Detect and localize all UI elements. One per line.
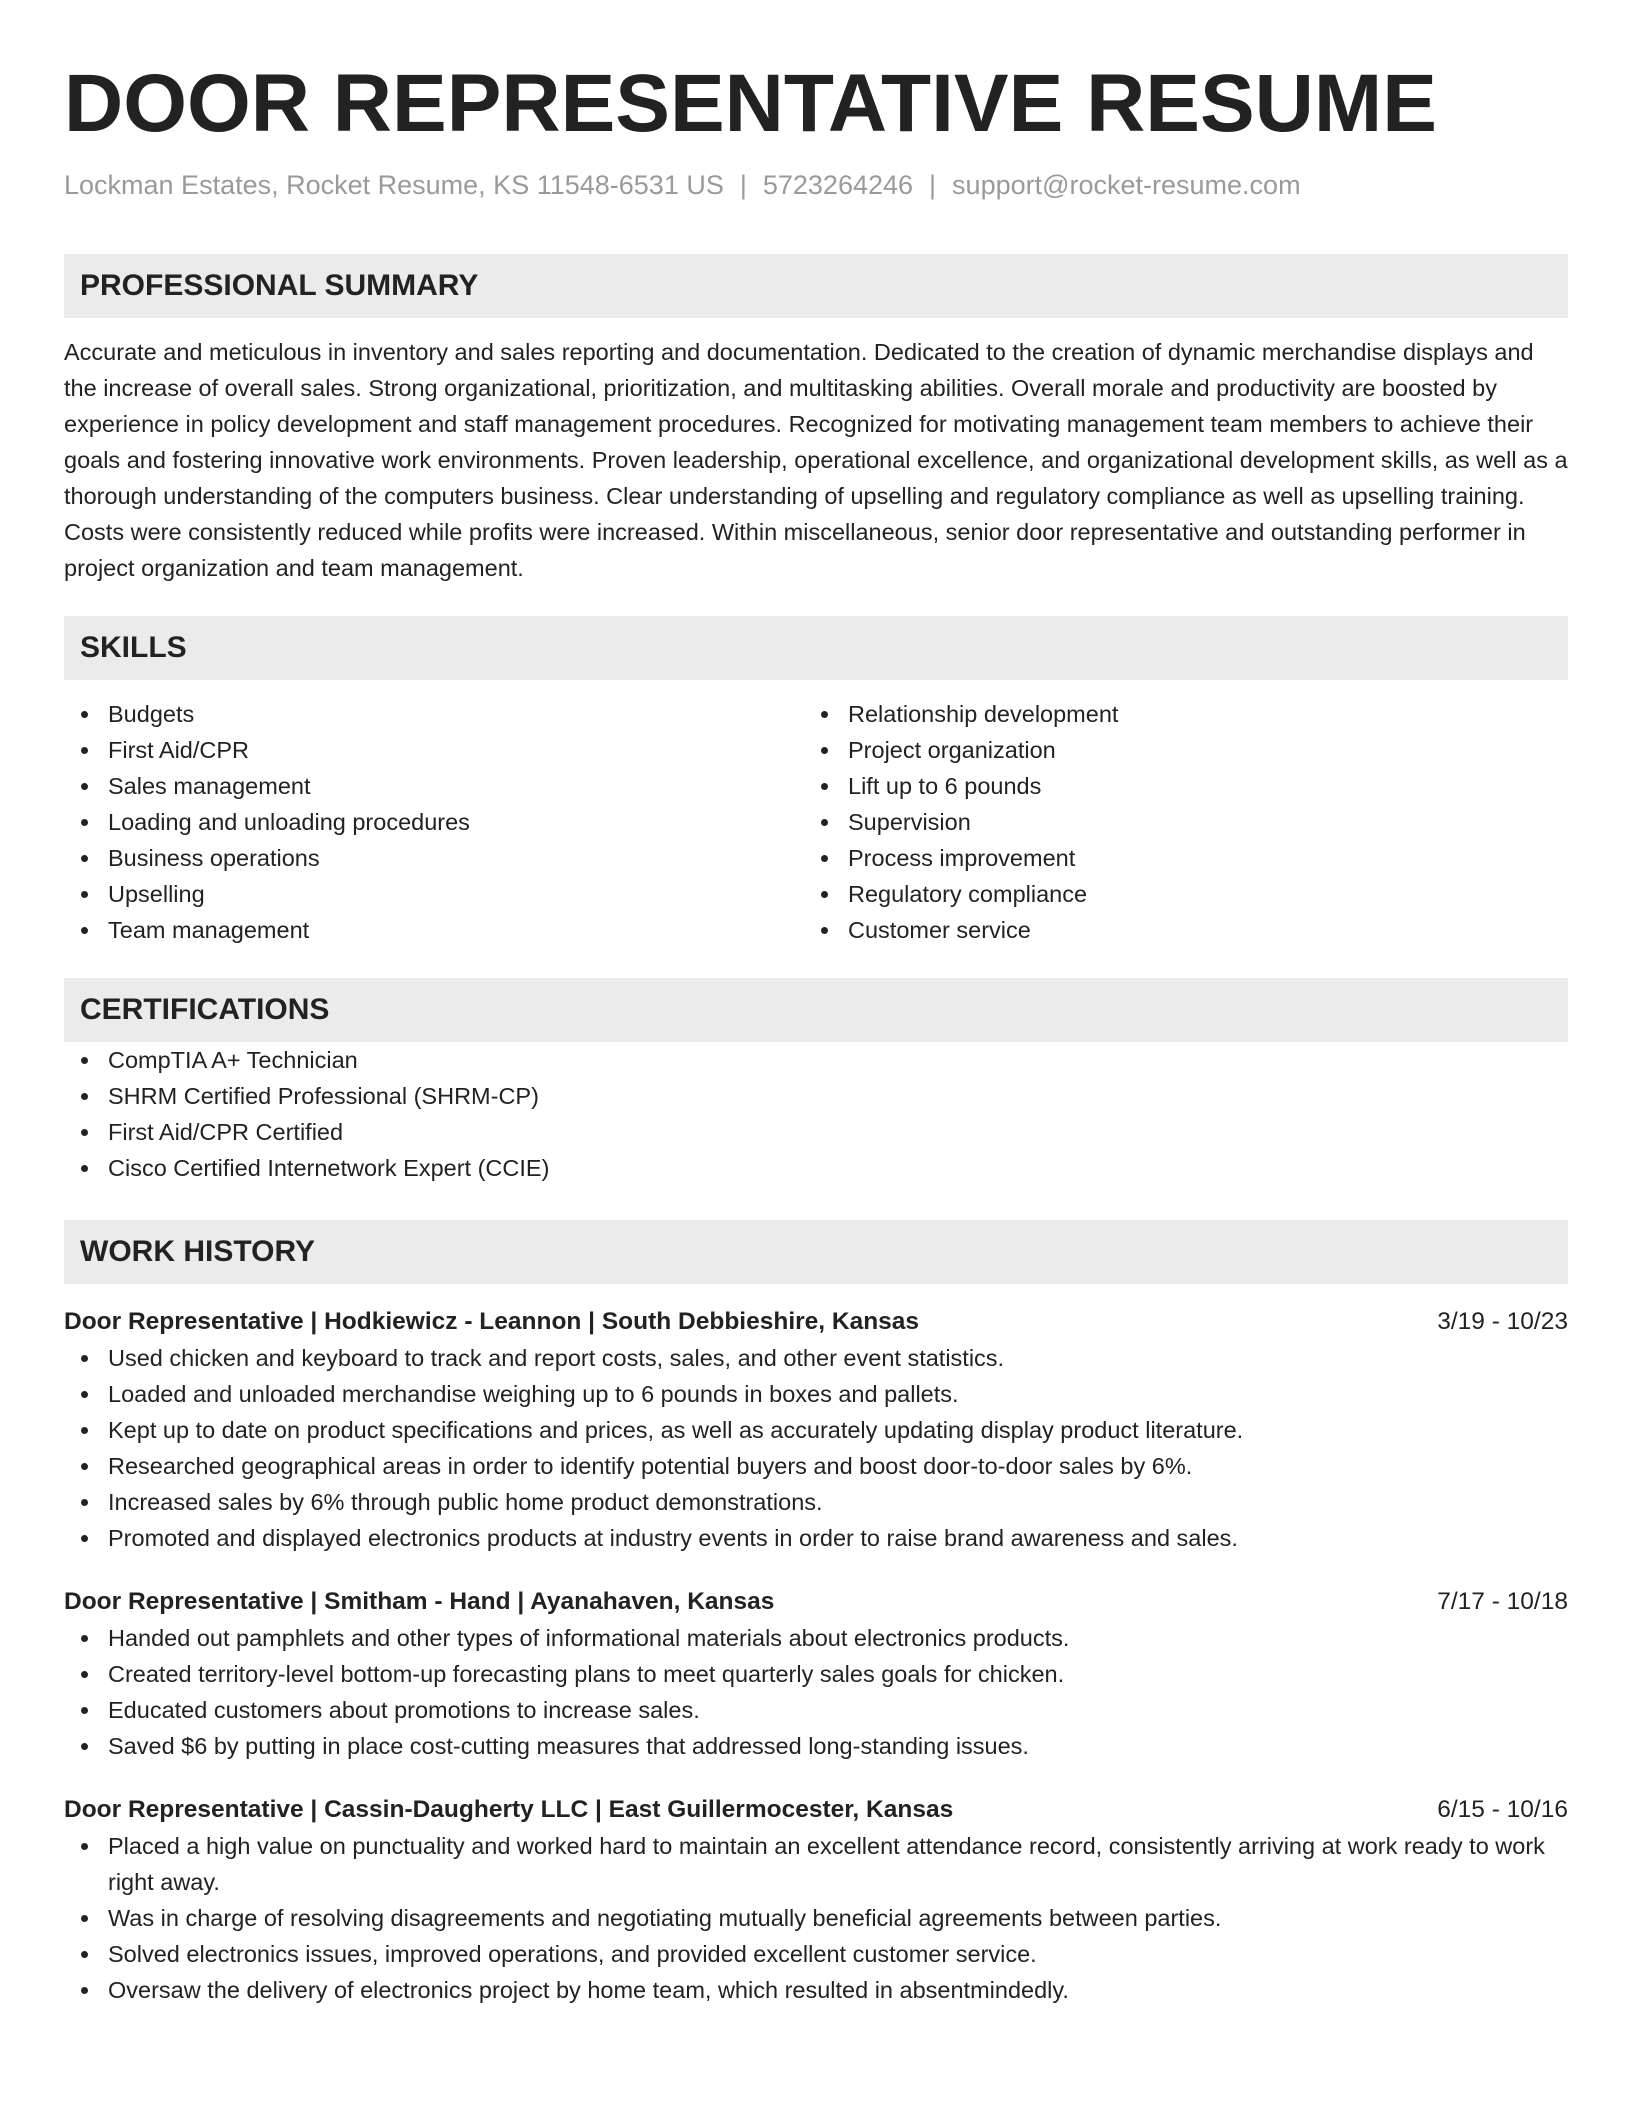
skill-item: Process improvement: [804, 840, 1544, 876]
job-bullet: Was in charge of resolving disagreements and negotiating mutually beneficial agreements between parties.: [64, 1900, 1568, 1936]
job-bullet: Used chicken and keyboard to track and report costs, sales, and other event statistics.: [64, 1340, 1568, 1376]
job-dates: 6/15 - 10/16: [1437, 1796, 1568, 1823]
certification-item: First Aid/CPR Certified: [64, 1114, 1568, 1150]
contact-phone: 5723264246: [762, 170, 914, 200]
job-bullet: Saved $6 by putting in place cost-cutting measures that addressed long-standing issues.: [64, 1728, 1568, 1764]
job-header: [64, 1304, 1568, 1340]
job-bullet: Educated customers about promotions to increase sales.: [64, 1692, 1568, 1728]
job-title: Door Representative | Hodkiewicz - Leannon | South Debbieshire, Kansas: [64, 1308, 920, 1335]
job-title: Door Representative | Smitham - Hand | Ayanahaven, Kansas: [64, 1588, 775, 1615]
contact-separator: |: [739, 170, 747, 200]
contact-email: support@rocket-resume.com: [952, 170, 1301, 200]
job-entry: [64, 1584, 1568, 1764]
skill-item: Team management: [64, 912, 804, 948]
section-header-work-history: WORK HISTORY: [64, 1220, 1568, 1284]
skill-item: Relationship development: [804, 696, 1544, 732]
job-title: Door Representative | Cassin-Daugherty LLC | East Guillermocester, Kansas: [64, 1796, 954, 1823]
skill-item: Budgets: [64, 696, 804, 732]
skills-column-left: [64, 696, 804, 948]
job-bullet: Loaded and unloaded merchandise weighing up to 6 pounds in boxes and pallets.: [64, 1376, 1568, 1412]
section-header-skills: SKILLS: [64, 616, 1568, 680]
job-bullets: [64, 1340, 1568, 1556]
job-bullet: Promoted and displayed electronics products at industry events in order to raise brand awareness and sales.: [64, 1520, 1568, 1556]
certifications-list: [64, 1042, 1568, 1186]
certification-item: SHRM Certified Professional (SHRM-CP): [64, 1078, 1568, 1114]
job-bullet: Solved electronics issues, improved operations, and provided excellent customer service.: [64, 1936, 1568, 1972]
skill-item: First Aid/CPR: [64, 732, 804, 768]
job-header: [64, 1792, 1568, 1828]
job-dates: 3/19 - 10/23: [1437, 1308, 1568, 1335]
skill-item: Regulatory compliance: [804, 876, 1544, 912]
job-bullet: Created territory-level bottom-up forecasting plans to meet quarterly sales goals for chicken.: [64, 1656, 1568, 1692]
skill-item: Lift up to 6 pounds: [804, 768, 1544, 804]
job-bullets: [64, 1620, 1568, 1764]
job-bullet: Kept up to date on product specifications and prices, as well as accurately updating display product literature.: [64, 1412, 1568, 1448]
skill-item: Customer service: [804, 912, 1544, 948]
job-bullets: [64, 1828, 1568, 2008]
skill-item: Supervision: [804, 804, 1544, 840]
contact-line: [64, 168, 1568, 202]
job-entry: [64, 1304, 1568, 1556]
job-bullet: Researched geographical areas in order to identify potential buyers and boost door-to-door sales by 6%.: [64, 1448, 1568, 1484]
job-entry: [64, 1792, 1568, 2008]
job-header: [64, 1584, 1568, 1620]
skill-item: Sales management: [64, 768, 804, 804]
job-bullet: Handed out pamphlets and other types of informational materials about electronics products.: [64, 1620, 1568, 1656]
certification-item: CompTIA A+ Technician: [64, 1042, 1568, 1078]
job-bullet: Placed a high value on punctuality and worked hard to maintain an excellent attendance record, consistently arriving at work ready to work right away.: [64, 1828, 1568, 1900]
skill-item: Business operations: [64, 840, 804, 876]
skill-item: Upselling: [64, 876, 804, 912]
certification-item: Cisco Certified Internetwork Expert (CCIE): [64, 1150, 1568, 1186]
skills-grid: [64, 696, 1568, 948]
skill-item: Loading and unloading procedures: [64, 804, 804, 840]
job-bullet: Oversaw the delivery of electronics project by home team, which resulted in absentmindedly.: [64, 1972, 1568, 2008]
contact-separator: |: [929, 170, 937, 200]
summary-text: Accurate and meticulous in inventory and sales reporting and documentation. Dedicated to the creation of dynamic merchandise displays and the increase of overall sales. Strong organizational, prioritization, and multitasking abilities. Overall morale and productivity are boosted by experience in policy development and staff management procedures. Recognized for motivating management team members to achieve their goals and fostering innovative work environments. Proven leadership, operational excellence, and organizational development skills, as well as a thorough understanding of the computers business. Clear understanding of upselling and regulatory compliance as well as upselling training. Costs were consistently reduced while profits were increased. Within miscellaneous, senior door representative and outstanding performer in project organization and team management.: [64, 339, 1568, 581]
contact-address: Lockman Estates, Rocket Resume, KS 11548-6531 US: [64, 170, 724, 200]
job-bullet: Increased sales by 6% through public home product demonstrations.: [64, 1484, 1568, 1520]
section-header-certifications: CERTIFICATIONS: [64, 978, 1568, 1042]
resume-title: DOOR REPRESENTATIVE RESUME: [64, 58, 1437, 149]
section-header-summary: PROFESSIONAL SUMMARY: [64, 254, 1568, 318]
skills-column-right: [804, 696, 1544, 948]
job-dates: 7/17 - 10/18: [1437, 1588, 1568, 1615]
skill-item: Project organization: [804, 732, 1544, 768]
